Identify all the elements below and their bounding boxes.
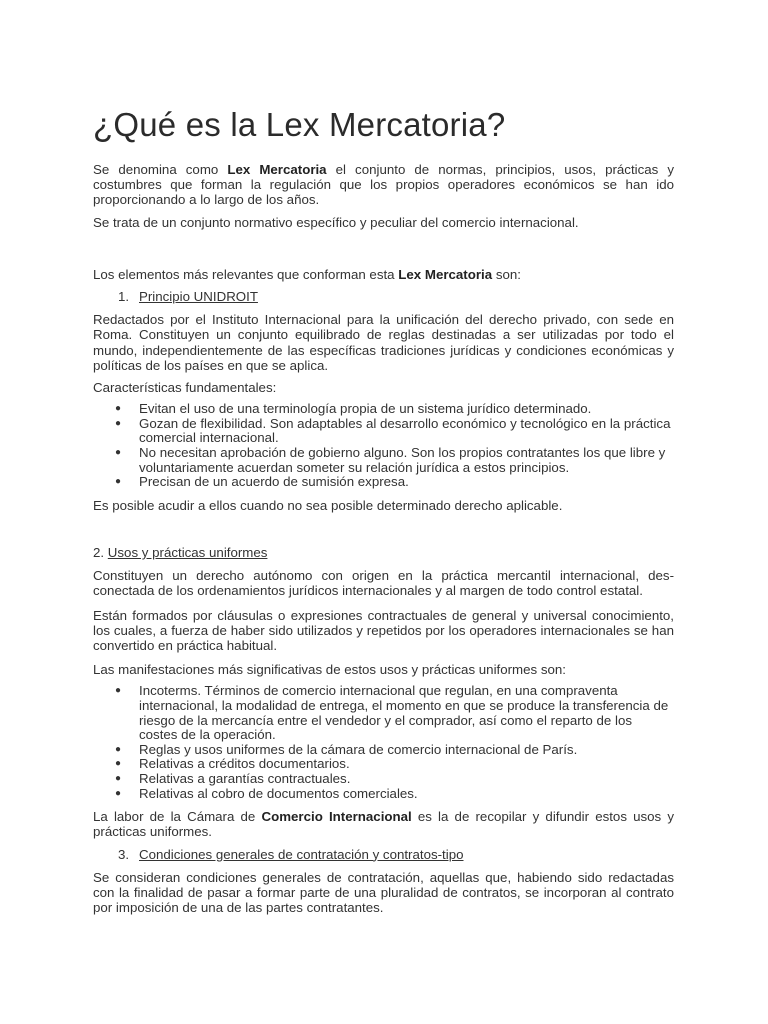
spacer: [93, 237, 674, 267]
bullet-icon: ●: [115, 743, 122, 755]
bold-term: Comercio Internacional: [261, 809, 412, 825]
list-item: [93, 402, 674, 417]
list-item: [93, 772, 674, 787]
section-title: Condiciones generales de contratación y contratos-tipo: [139, 846, 464, 862]
text: Gozan de flexibilidad. Son adaptables al desarrollo económico y tecnológico en la práctica comercial internacional.: [139, 415, 671, 446]
text: No necesitan aprobación de gobierno alguno. Son los propios contratantes los que libre y voluntariamente acuerdan someter su relación jurídica a estos principios.: [139, 445, 666, 475]
section-number: 2.: [93, 545, 105, 560]
bullet-icon: ●: [115, 476, 122, 488]
section-2-bullet-list: [93, 684, 674, 801]
section-number: 1.: [118, 289, 130, 305]
list-item: [93, 743, 674, 758]
elements-intro: [93, 267, 674, 282]
section-1-bullet-list: [93, 402, 674, 490]
text: Relativas a garantías contractuales.: [139, 770, 351, 786]
section-title: Principio UNIDROIT: [139, 289, 258, 305]
text: el conjunto de normas, principios, usos, prácticas y costumbres que forman la regulación que los propios operadores económicos se han ido proporcionando a lo largo de los años.: [93, 162, 675, 208]
section-2-paragraph-2: Están formados por cláusulas o expresiones contractuales de general y universal conocimiento, los cuales, a fuerza de haber sido utilizados y repetidos por los operadores internacionales se han convertido en práctica habitual.: [93, 607, 674, 654]
section-1-subheading: Características fundamentales:: [93, 380, 277, 396]
page-title: ¿Qué es la Lex Mercatoria?: [93, 106, 506, 143]
section-3-heading: [93, 847, 674, 862]
text: son:: [492, 266, 521, 282]
spacer: [93, 520, 674, 545]
list-item: [93, 446, 674, 475]
list-item: [93, 787, 674, 802]
section-3-paragraph: Se consideran condiciones generales de contratación, aquellas que, habiendo sido redactadas con la finalidad de pasar a formar parte de una pluralidad de contratos, se incorporan al contrato por imposición de una de las partes contratantes.: [93, 869, 674, 916]
list-item: [93, 475, 674, 490]
text: Precisan de un acuerdo de sumisión expresa.: [139, 474, 409, 490]
bullet-icon: ●: [115, 772, 122, 784]
text: Relativas al cobro de documentos comerciales.: [139, 785, 418, 801]
bullet-icon: ●: [115, 758, 122, 770]
list-item: [93, 417, 674, 446]
intro-paragraph-2: Se trata de un conjunto normativo específico y peculiar del comercio internacional.: [93, 214, 579, 230]
section-2-heading: [93, 545, 674, 560]
section-title: Usos y prácticas uniformes: [107, 545, 268, 560]
bold-term: Lex Mercatoria: [227, 162, 327, 177]
section-1-closing: Es posible acudir a ellos cuando no sea posible determinado derecho aplicable.: [93, 497, 563, 513]
section-2-closing: [93, 809, 674, 839]
bullet-icon: ●: [115, 417, 122, 429]
section-2-paragraph-3: Las manifestaciones más significativas de estos usos y prácticas uniformes son:: [93, 662, 566, 678]
document-body: [93, 105, 674, 922]
bullet-icon: ●: [115, 403, 122, 415]
intro-paragraph: [93, 162, 674, 208]
text: Incoterms. Términos de comercio internacional que regulan, en una compraventa internacional, la modalidad de entrega, el momento en que se produce la transferencia de riesgo de la mercancía entre el vendedor y el comprador, así como el reparto de los costes de la operación.: [139, 683, 669, 743]
text: Relativas a créditos documentarios.: [139, 756, 350, 772]
list-item: [93, 757, 674, 772]
text: es la de recopilar y difundir estos usos y prácticas uniformes.: [93, 809, 675, 840]
bold-term: Lex Mercatoria: [398, 266, 493, 282]
section-1-heading: [93, 289, 674, 304]
section-2-paragraph: Constituyen un derecho autónomo con origen en la práctica mercantil internacional, des-conectada de los ordenamientos jurídicos internacionales y al margen de todo control estatal.: [93, 568, 674, 599]
list-item: [93, 684, 674, 742]
text: Evitan el uso de una terminología propia de un sistema jurídico determinado.: [139, 401, 592, 417]
section-number: 3.: [118, 846, 130, 862]
bullet-icon: ●: [115, 787, 122, 799]
text: Reglas y usos uniformes de la cámara de comercio internacional de París.: [139, 741, 578, 757]
text: Los elementos más relevantes que conforman esta: [93, 266, 399, 282]
bullet-icon: ●: [115, 447, 122, 459]
bullet-icon: ●: [115, 685, 122, 697]
text: La labor de la Cámara de: [93, 809, 262, 825]
text: Se denomina como: [93, 162, 228, 177]
section-1-paragraph: Redactados por el Instituto Internacional para la unificación del derecho privado, con sede en Roma. Constituyen un conjunto equilibrado de reglas destinadas a ser utilizadas por todo el mundo, independientemente de las específicas tradiciones jurídicas y condiciones económicas y políticas de los países en que se aplica.: [93, 312, 674, 373]
